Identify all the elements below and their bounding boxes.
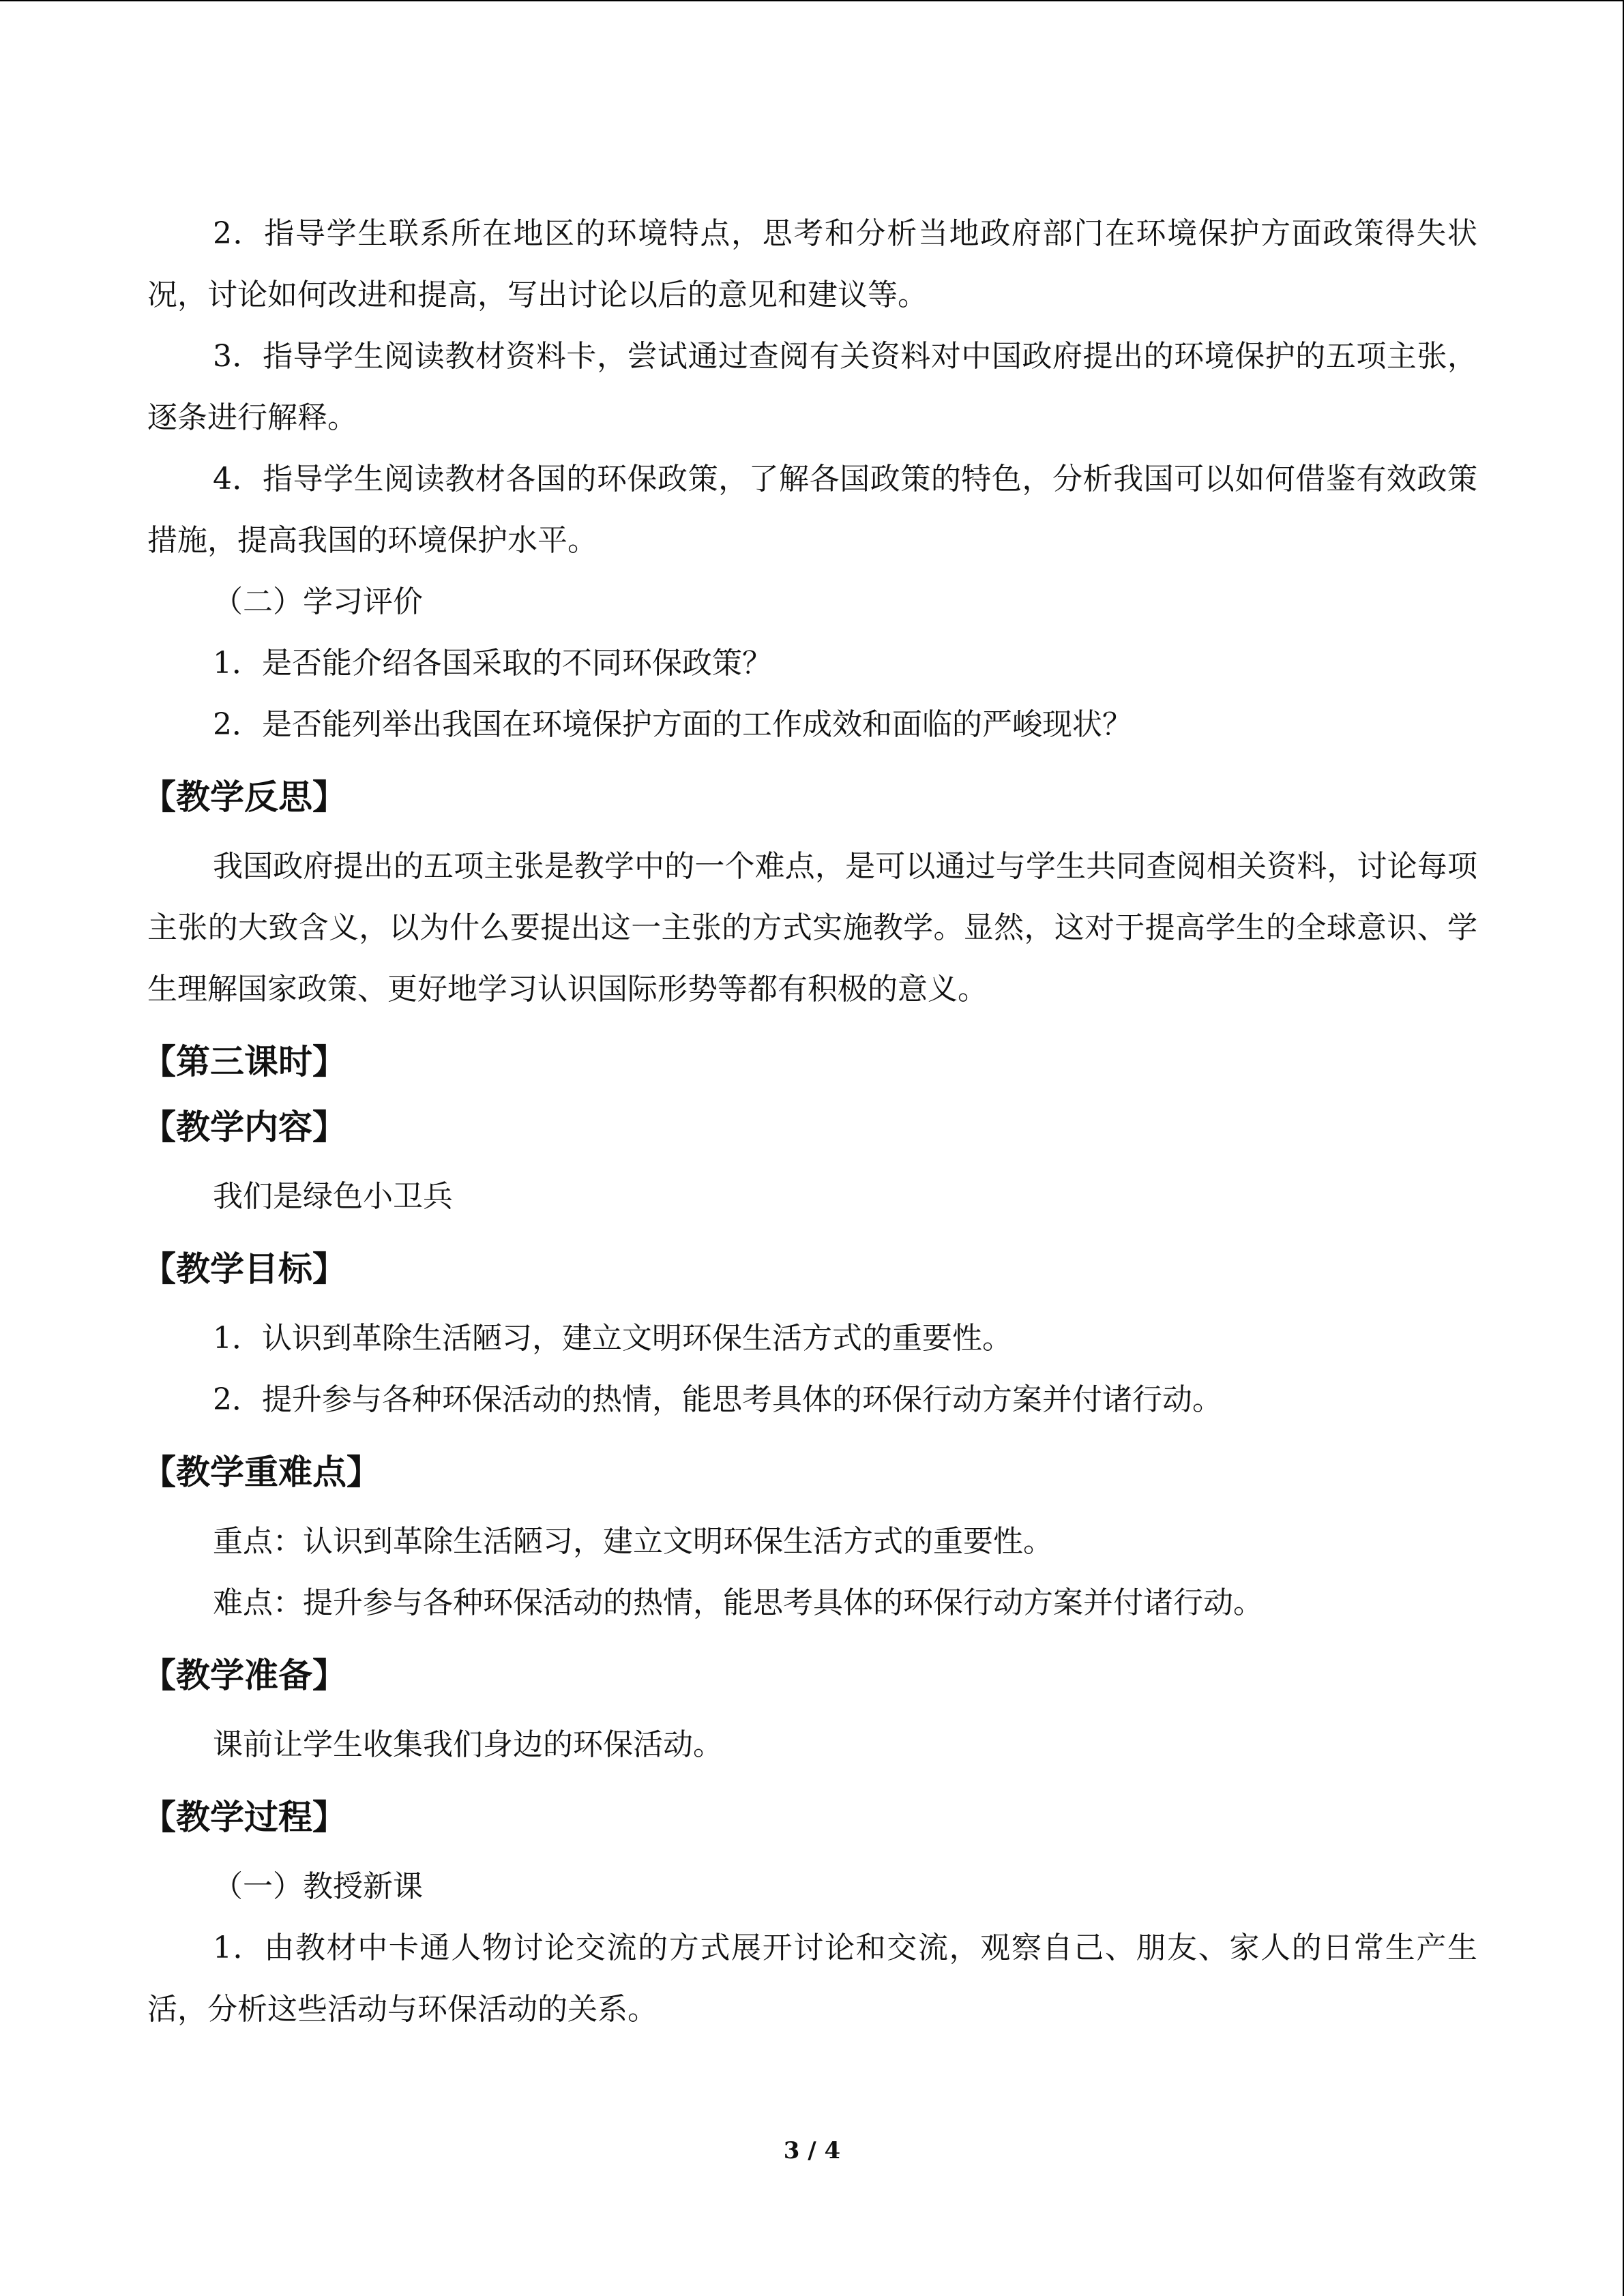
paragraph-foreign-policies: 4．指导学生阅读教材各国的环保政策，了解各国政策的特色，分析我国可以如何借鉴有效政策措施，提高我国的环境保护水平。 xyxy=(147,462,1477,558)
heading-teaching-process: 【教学过程】 xyxy=(142,1798,346,1837)
heading-teaching-reflection: 【教学反思】 xyxy=(142,777,346,817)
evaluation-item-2: 2．是否能列举出我国在环境保护方面的工作成效和面临的严峻现状？ xyxy=(213,707,1132,742)
heading-teaching-content: 【教学内容】 xyxy=(142,1107,346,1147)
page-number: 3 / 4 xyxy=(783,2137,841,2164)
process-item-1: 1．由教材中卡通人物讨论交流的方式展开讨论和交流，观察自己、朋友、家人的日常生产生活，分析这些活动与环保活动的关系。 xyxy=(147,1930,1477,2027)
heading-teaching-goals: 【教学目标】 xyxy=(142,1249,346,1289)
heading-third-lesson: 【第三课时】 xyxy=(142,1042,346,1082)
paragraph-teaching-content: 我们是绿色小卫兵 xyxy=(213,1179,453,1214)
subheading-new-lesson: （一）教授新课 xyxy=(213,1869,423,1904)
document-body xyxy=(142,203,1477,2040)
heading-key-difficult-points: 【教学重难点】 xyxy=(142,1452,381,1492)
subheading-learning-evaluation: （二）学习评价 xyxy=(213,584,423,619)
key-point: 重点：认识到革除生活陋习，建立文明环保生活方式的重要性。 xyxy=(213,1524,1053,1559)
evaluation-item-1: 1．是否能介绍各国采取的不同环保政策？ xyxy=(213,646,772,681)
difficult-point: 难点：提升参与各种环保活动的热情，能思考具体的环保行动方案并付诸行动。 xyxy=(213,1585,1263,1620)
paragraph-teaching-preparation: 课前让学生收集我们身边的环保活动。 xyxy=(213,1727,723,1762)
goal-item-2: 2．提升参与各种环保活动的热情，能思考具体的环保行动方案并付诸行动。 xyxy=(213,1382,1222,1417)
paragraph-policy-analysis: 2．指导学生联系所在地区的环境特点，思考和分析当地政府部门在环境保护方面政策得失状况，讨论如何改进和提高，写出讨论以后的意见和建议等。 xyxy=(147,216,1477,312)
goal-item-1: 1．认识到革除生活陋习，建立文明环保生活方式的重要性。 xyxy=(213,1321,1012,1356)
paragraph-five-proposals: 3．指导学生阅读教材资料卡，尝试通过查阅有关资料对中国政府提出的环境保护的五项主张，逐条进行解释。 xyxy=(147,339,1477,435)
heading-teaching-preparation: 【教学准备】 xyxy=(142,1656,346,1695)
paragraph-teaching-reflection: 我国政府提出的五项主张是教学中的一个难点，是可以通过与学生共同查阅相关资料，讨论每项主张的大致含义，以为什么要提出这一主张的方式实施教学。显然，这对于提高学生的全球意识、学生理解国家政策、更好地学习认识国际形势等都有积极的意义。 xyxy=(147,849,1477,1007)
